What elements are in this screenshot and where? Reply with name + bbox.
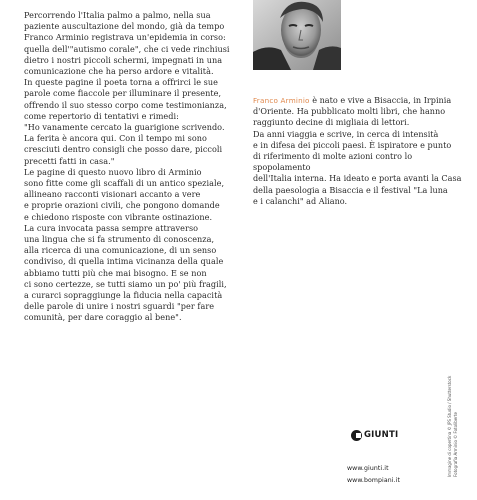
publisher-logo-text: GIUNTI (364, 430, 399, 440)
image-credits (447, 367, 467, 477)
publisher-logo (351, 428, 398, 442)
author-bio (253, 95, 471, 207)
blurb-paragraph: Percorrendo l'Italia palmo a palmo, nella sua paziente auscultazione del mondo, già da tempo Franco Arminio registrava un'epidemia in corso: quella dell'"autismo corale", che ci vede rinchiusi dietro i nostri piccoli schermi, impegnati in una comunicazione che ha perso ardore e vitalità. In queste pagine il poeta torna a offrirci le sue parole come fiaccole per illuminare il presente, offrendo il suo stesso corpo come testimonianza, come repertorio di tentativi e rimedi: "Ho vanamente cercato la guarigione scrivendo. La ferita è ancora qui. Con il tempo mi sono cresciuti dentro consigli che posso dare, piccoli precetti fatti in casa." Le pagine di questo nuovo libro di Arminio sono fitte come gli scaffali di un antico speziale, allineano racconti visionari accanto a vere e proprie orazioni civili, che pongono domande e chiedono risposte con vibrante ostinazione. La cura invocata passa sempre attraverso una lingua che si fa strumento di conoscenza, alla ricerca di una comunicazione, di un senso condiviso, di quella intima vicinanza della quale abbiamo tutti più che mai bisogno. E se non ci sono certezze, se tutti siamo un po' più fragili, a curarci sopraggiunge la fiducia nella capacità delle parole di unire i nostri sguardi "per fare comunità, per dare coraggio al bene". (24, 10, 230, 323)
back-cover-blurb (24, 10, 250, 324)
credit-line-cover: Immagine di copertina © JPS Studio / Shutterstock (447, 375, 452, 477)
credit-line-author-photo: Fotografia Arminio © Fotoliberte (452, 412, 458, 477)
author-photo (253, 0, 341, 70)
author-portrait-image (253, 0, 341, 70)
author-bio-text: è nato e vive a Bisaccia, in Irpinia d'Oriente. Ha pubblicato molti libri, che hanno raggiunto decine di migliaia di lettori. Da anni viaggia e scrive, in cerca di intensità e in difesa dei piccoli paesi. È ispiratore e punto di riferimento di molte azioni contro lo spopolamento dell'Italia interna. Ha ideato e porta avanti la Casa della paesologia a Bisaccia e il festival "La luna e i calanchi" ad Aliano. (253, 95, 462, 206)
giunti-logo-icon (351, 430, 362, 441)
author-name: Franco Arminio (253, 96, 310, 105)
publisher-url-bompiani: www.bompiani.it (347, 477, 401, 484)
publisher-url-giunti: www.giunti.it (347, 465, 389, 472)
